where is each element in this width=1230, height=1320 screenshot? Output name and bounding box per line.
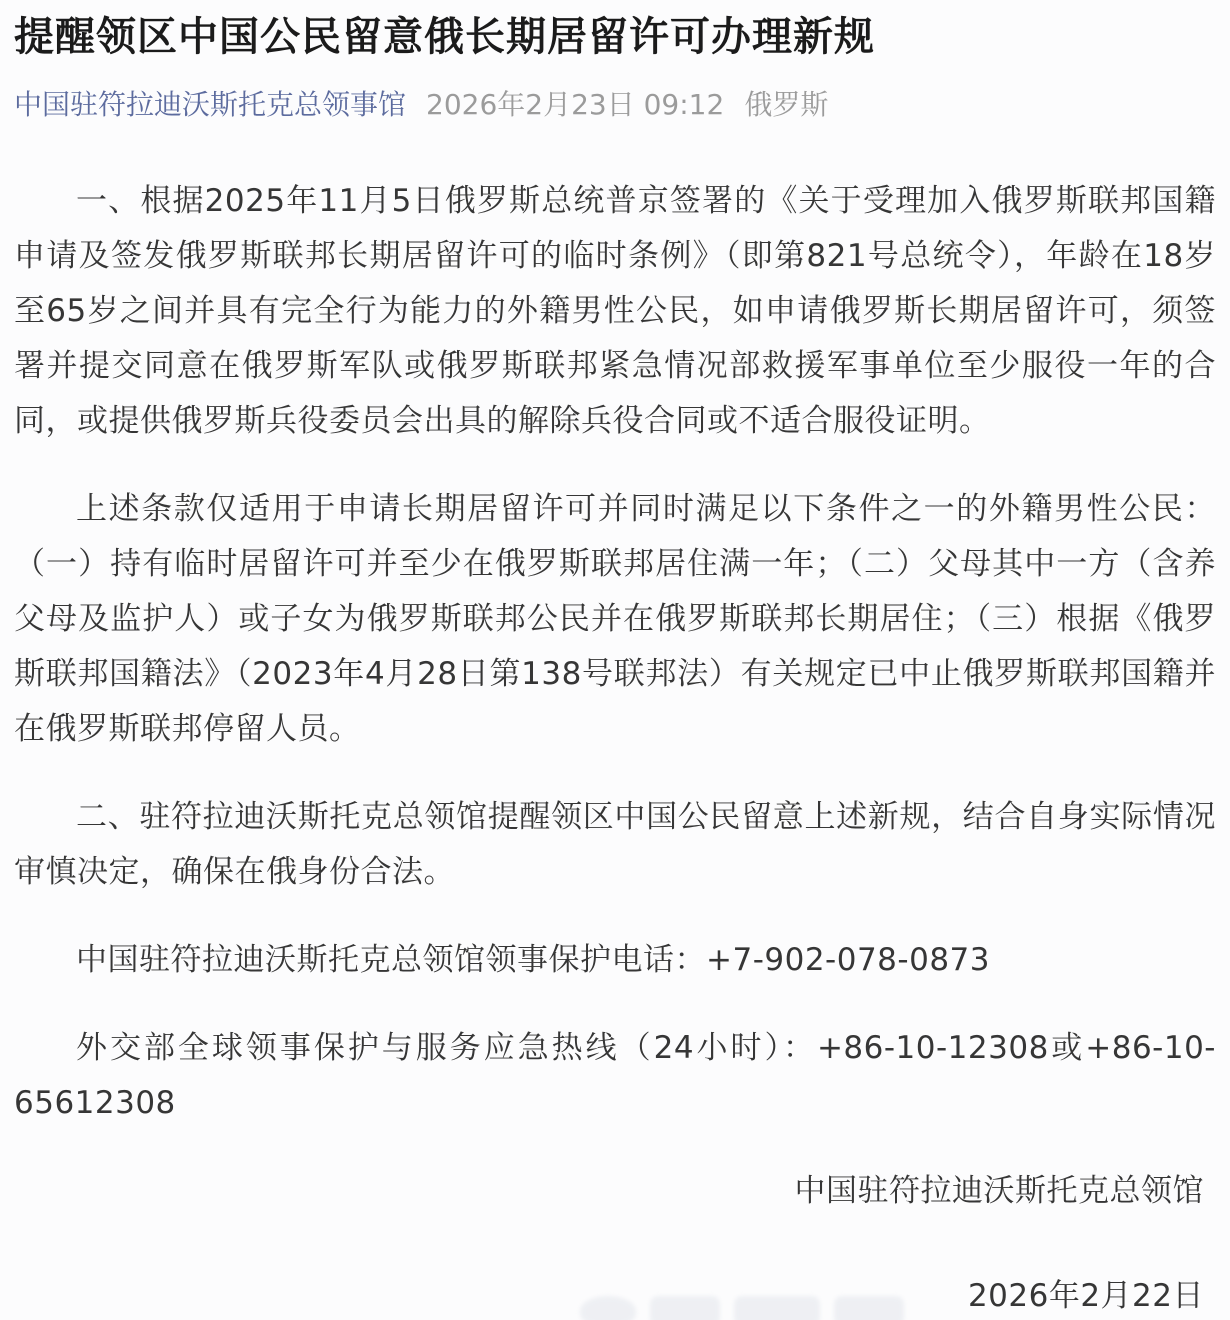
publish-datetime: 2026年2月23日 09:12 [426, 88, 725, 121]
page-title: 提醒领区中国公民留意俄长期居留许可办理新规 [14, 14, 875, 60]
byline [14, 86, 1216, 124]
signature-date: 2026年2月22日 [967, 1278, 1204, 1314]
publish-location: 俄罗斯 [744, 88, 829, 121]
paragraph-consulate-phone: 中国驻符拉迪沃斯托克总领馆领事保护电话：+7-902-078-0873 [76, 942, 990, 978]
paragraph-regulation: 一、根据2025年11月5日俄罗斯总统普京签署的《关于受理加入俄罗斯联邦国籍申请及签发俄罗斯联邦长期居留许可的临时条例》（即第821号总统令），年龄在18岁至65岁之间并具有完全行为能力的外籍男性公民，如申请俄罗斯长期居留许可，须签署并提交同意在俄罗斯军队或俄罗斯联邦紧急情况部救援军事单位至少服役一年的合同，或提供俄罗斯兵役委员会出具的解除兵役合同或不适合服役证明。 [14, 183, 1216, 439]
paragraph-hotline: 外交部全球领事保护与服务应急热线（24小时）：+86-10-12308或+86-10-65612308 [14, 1030, 1216, 1121]
source-link[interactable]: 中国驻符拉迪沃斯托克总领事馆 [14, 88, 407, 121]
paragraph-conditions: 上述条款仅适用于申请长期居留许可并同时满足以下条件之一的外籍男性公民：（一）持有临时居留许可并至少在俄罗斯联邦居住满一年；（二）父母其中一方（含养父母及监护人）或子女为俄罗斯联邦公民并在俄罗斯联邦长期居住；（三）根据《俄罗斯联邦国籍法》（2023年4月28日第138号联邦法）有关规定已中止俄罗斯联邦国籍并在俄罗斯联邦停留人员。 [14, 491, 1216, 747]
watermark [580, 1296, 920, 1320]
paragraph-reminder: 二、驻符拉迪沃斯托克总领馆提醒领区中国公民留意上述新规，结合自身实际情况审慎决定，确保在俄身份合法。 [14, 799, 1216, 890]
signature: 中国驻符拉迪沃斯托克总领馆 [794, 1173, 1204, 1209]
article-body [14, 174, 1216, 1320]
